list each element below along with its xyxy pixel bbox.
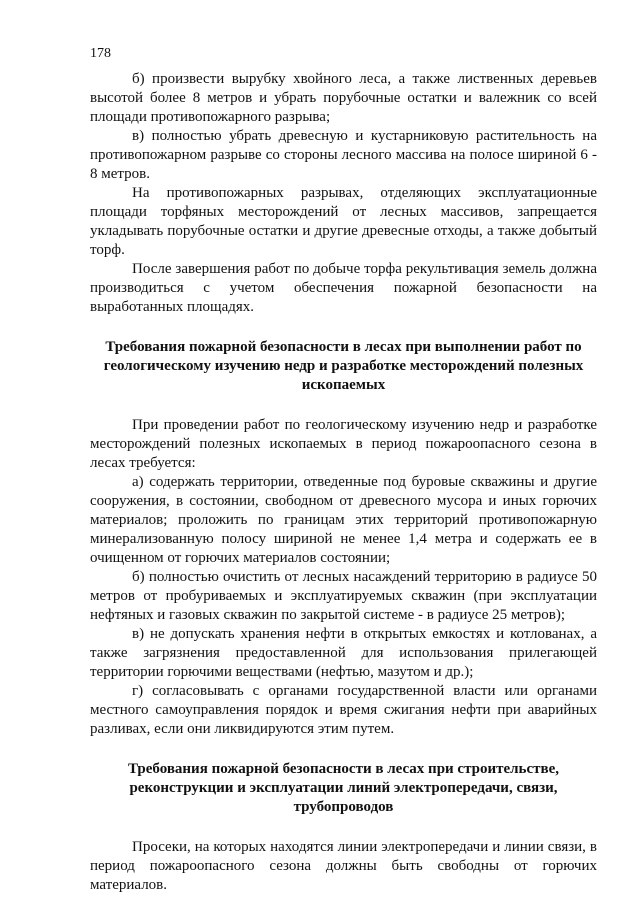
paragraph-b-logging: б) произвести вырубку хвойного леса, а также лиственных деревьев высотой более 8 метров и убрать порубочные остатки и валежник со всей площади противопожарного разрыва; <box>90 71 597 125</box>
paragraph-a-territory: а) содержать территории, отведенные под буровые скважины и другие сооружения, в состоянии, свободном от древесного мусора и иных горючих материалов; проложить по границам этих территорий противопожарную минерализованную полосу шириной не менее 1,4 метра и содержать ее в очищенном от горючих материалов состоянии; <box>90 474 597 566</box>
section-heading-geological: Требования пожарной безопасности в лесах при выполнении работ по геологическому изучению недр и разработке месторождений полезных ископаемых <box>103 339 584 393</box>
paragraph-peat-reclamation: После завершения работ по добыче торфа рекультивация земель должна производиться с учетом обеспечения пожарной безопасности на выработанных площадях. <box>90 261 597 315</box>
paragraph-v-clear-vegetation: в) полностью убрать древесную и кустарниковую растительность на противопожарном разрыве со стороны лесного массива на полосе шириной 6 - 8 метров. <box>90 128 597 182</box>
section-heading-power-lines: Требования пожарной безопасности в лесах при строительстве, реконструкции и эксплуатации линий электропередачи, связи, трубопроводов <box>127 761 560 815</box>
page-number: 178 <box>90 46 111 61</box>
paragraph-g-oil-burning: г) согласовывать с органами государственной власти или органами местного самоуправления порядок и время сжигания нефти при аварийных разливах, если они ликвидируются этим путем. <box>90 683 597 737</box>
paragraph-geological-intro: При проведении работ по геологическому изучению недр и разработке месторождений полезных ископаемых в период пожароопасного сезона в лесах требуется: <box>90 417 597 471</box>
paragraph-b-clear-radius: б) полностью очистить от лесных насаждений территорию в радиусе 50 метров от пробуриваемых и эксплуатируемых скважин (при эксплуатации нефтяных и газовых скважин по закрытой системе - в радиусе 25 метров); <box>90 569 597 623</box>
paragraph-clearings: Просеки, на которых находятся линии электропередачи и линии связи, в период пожароопасного сезона должны быть свободны от горючих материалов. <box>90 839 597 893</box>
paragraph-v-oil-storage: в) не допускать хранения нефти в открытых емкостях и котлованах, а также загрязнения предоставленной для использования прилегающей территории горючими веществами (нефтью, мазутом и др.); <box>90 626 597 680</box>
paragraph-peat-firebreaks: На противопожарных разрывах, отделяющих эксплуатационные площади торфяных месторождений от лесных массивов, запрещается укладывать порубочные остатки и другие древесные отходы, а также добытый торф. <box>90 185 597 258</box>
page-content <box>90 70 597 895</box>
